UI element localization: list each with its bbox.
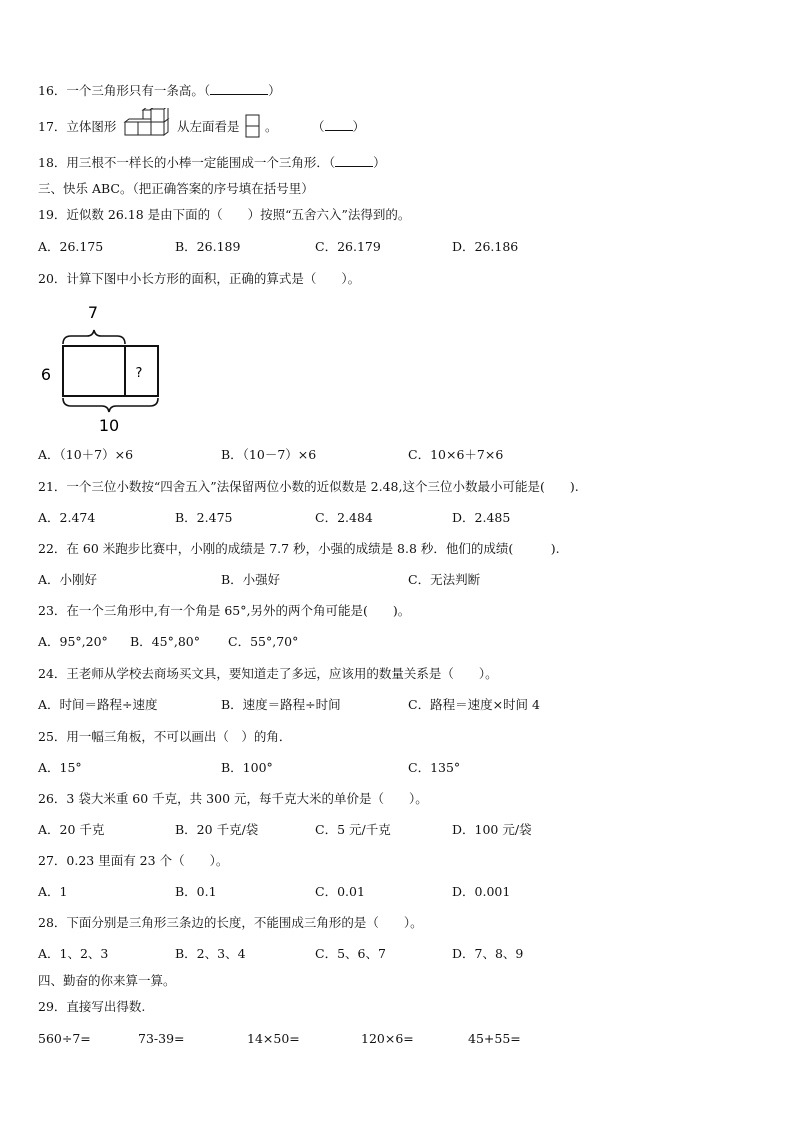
- q17-post-wrap: [265, 119, 278, 135]
- q19-option-a[interactable]: A．26.175: [38, 239, 104, 254]
- q17-mid-wrap: [177, 119, 240, 135]
- q16-answer-blank[interactable]: [210, 83, 268, 95]
- q23-option-b[interactable]: B．45°,80°: [130, 634, 200, 649]
- q24-option-a[interactable]: A．时间＝路程÷速度: [38, 697, 158, 712]
- q19-option-b[interactable]: B．26.189: [175, 239, 241, 254]
- q22-option-b[interactable]: B．小强好: [221, 572, 281, 587]
- question-28-stem: 28．下面分别是三角形三条边的长度，不能围成三角形的是（ ）。: [38, 915, 423, 930]
- question-16: [38, 83, 281, 99]
- q26-option-b[interactable]: B．20 千克/袋: [175, 822, 259, 837]
- q16-text: 16．一个三角形只有一条高。（: [38, 83, 211, 98]
- q16-close: ）: [268, 83, 281, 98]
- q22-option-a[interactable]: A．小刚好: [38, 572, 98, 587]
- q17-pre: 17．立体图形: [38, 119, 117, 134]
- q29-item-5: 45+55=: [468, 1031, 521, 1046]
- q21-option-a[interactable]: A．2.474: [38, 510, 96, 525]
- q18-answer-blank[interactable]: [335, 155, 373, 167]
- q29-item-4: 120×6=: [361, 1031, 414, 1046]
- q25-option-b[interactable]: B．100°: [221, 760, 273, 775]
- q19-option-c[interactable]: C．26.179: [315, 239, 381, 254]
- bottom-brace: [63, 398, 158, 412]
- q20-option-c[interactable]: C．10×6＋7×6: [408, 447, 504, 462]
- q18-text: 18．用三根不一样长的小棒一定能围成一个三角形．（: [38, 155, 336, 170]
- question-24-stem: 24．王老师从学校去商场买文具，要知道走了多远，应该用的数量关系是（ ）。: [38, 666, 498, 681]
- q27-option-d[interactable]: D．0.001: [452, 884, 511, 899]
- question-26-stem: 26．3 袋大米重 60 千克，共 300 元，每千克大米的单价是（ ）。: [38, 791, 428, 806]
- q26-option-c[interactable]: C．5 元/千克: [315, 822, 391, 837]
- q18-close: ）: [373, 155, 386, 170]
- question-18: [38, 155, 386, 171]
- unknown-label: ?: [135, 366, 143, 381]
- q22-option-c[interactable]: C．无法判断: [408, 572, 481, 587]
- q28-option-a[interactable]: A．1、2、3: [38, 946, 109, 961]
- question-22-stem: 22．在 60 米跑步比赛中，小刚的成绩是 7.7 秒，小强的成绩是 8.8 秒．他们的成绩( ).: [38, 541, 560, 556]
- q23-option-c[interactable]: C．55°,70°: [228, 634, 299, 649]
- large-rectangle: [63, 346, 158, 396]
- q17-paren-open: （: [312, 119, 325, 134]
- q25-option-c[interactable]: C．135°: [408, 760, 461, 775]
- bottom-length-label: 10: [98, 416, 120, 435]
- q21-option-c[interactable]: C．2.484: [315, 510, 373, 525]
- left-length-label: 6: [40, 365, 52, 384]
- q17-paren-close: ）: [352, 119, 366, 134]
- q26-option-d[interactable]: D．100 元/袋: [452, 822, 532, 837]
- section-4-heading: 四、勤奋的你来算一算。: [38, 973, 176, 988]
- question-29-stem: 29．直接写出得数.: [38, 999, 146, 1014]
- q24-option-b[interactable]: B．速度＝路程÷时间: [221, 697, 341, 712]
- question-21-stem: 21．一个三位小数按“四舍五入”法保留两位小数的近似数是 2.48,这个三位小数最小可能是( ).: [38, 479, 579, 494]
- q29-item-3: 14×50=: [247, 1031, 300, 1046]
- q17-answer-blank[interactable]: [325, 119, 353, 131]
- question-19-stem: 19．近似数 26.18 是由下面的（ ）按照“五舍六入”法得到的。: [38, 207, 411, 222]
- q17-mid: 从左面看是: [177, 119, 240, 134]
- question-20-stem: 20．计算下图中小长方形的面积，正确的算式是（ ）。: [38, 271, 361, 286]
- question-17: [38, 119, 116, 135]
- q29-item-2: 73-39=: [138, 1031, 185, 1046]
- q17-answer: [312, 119, 365, 135]
- q24-option-c[interactable]: C．路程＝速度×时间 4: [408, 697, 540, 712]
- rectangle-figure: [34, 300, 174, 440]
- q27-option-b[interactable]: B．0.1: [175, 884, 217, 899]
- question-27-stem: 27．0.23 里面有 23 个（ ）。: [38, 853, 229, 868]
- q21-option-b[interactable]: B．2.475: [175, 510, 233, 525]
- q21-option-d[interactable]: D．2.485: [452, 510, 511, 525]
- section-3-heading: 三、快乐 ABC。（把正确答案的序号填在括号里）: [38, 181, 314, 196]
- q27-option-a[interactable]: A．1: [38, 884, 68, 899]
- q26-option-a[interactable]: A．20 千克: [38, 822, 105, 837]
- q19-option-d[interactable]: D．26.186: [452, 239, 519, 254]
- q27-option-c[interactable]: C．0.01: [315, 884, 365, 899]
- top-length-label: 7: [87, 303, 99, 322]
- q25-option-a[interactable]: A．15°: [38, 760, 82, 775]
- q17-post: 。: [265, 119, 278, 134]
- q28-option-b[interactable]: B．2、3、4: [175, 946, 246, 961]
- q28-option-c[interactable]: C．5、6、7: [315, 946, 386, 961]
- q20-option-a[interactable]: A．（10＋7）×6: [38, 447, 134, 462]
- top-brace: [63, 330, 125, 344]
- q29-item-1: 560÷7=: [38, 1031, 91, 1046]
- q23-option-a[interactable]: A．95°,20°: [38, 634, 108, 649]
- question-25-stem: 25．用一幅三角板，不可以画出（ ）的角．: [38, 729, 292, 744]
- q20-option-b[interactable]: B．（10－7）×6: [221, 447, 317, 462]
- q28-option-d[interactable]: D．7、8、9: [452, 946, 524, 961]
- left-view-figure: [245, 114, 261, 140]
- question-23-stem: 23．在一个三角形中,有一个角是 65°,另外的两个角可能是( )。: [38, 603, 411, 618]
- solid-figure-cubes: [121, 108, 177, 146]
